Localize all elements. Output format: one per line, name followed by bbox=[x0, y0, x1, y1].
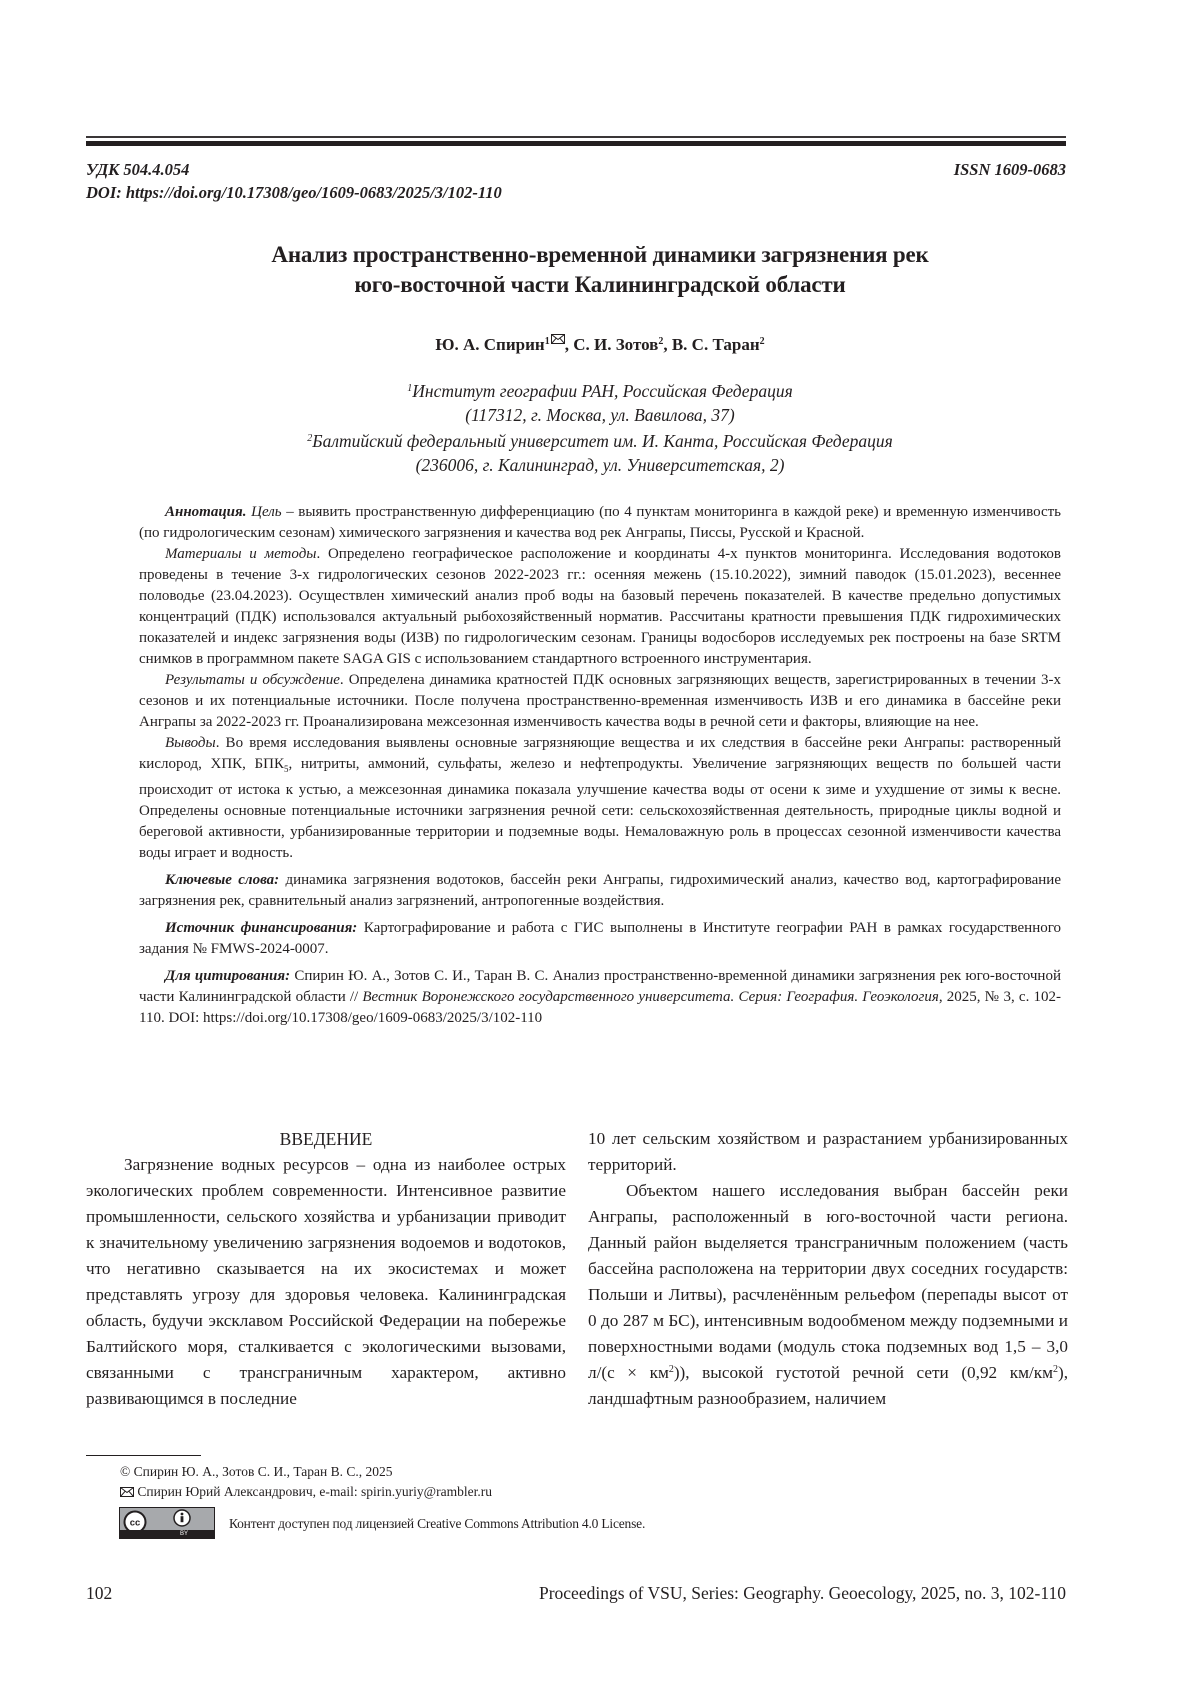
affiliation-sup: 2 bbox=[307, 433, 313, 444]
author-name: Ю. А. Спирин bbox=[435, 335, 545, 354]
affiliation-1-address: (117312, г. Москва, ул. Вавилова, 37) bbox=[465, 405, 735, 425]
methods-text: . Определено географическое расположение и координаты 4-х пунктов мониторинга. Исследования водотоков проведены в течение 3-х гидрологических сезонов 2022-2023 гг.: осенняя межень (15.10.2022), зимний паводок (15.01.2023), весеннее половодье (23.04.2023). Осуществлен химический анализ проб воды на базовый перечень показателей. В качестве предельно допустимых концентраций (ПДК) использовался актуальный рыбохозяйственный норматив. Рассчитаны кратности превышения ПДК гидрохимических показателей и индекс загрязнения воды (ИЗВ) по гидрологическим сезонам. Границы водосборов исследуемых рек построены на базе SRTM снимков в программном пакете SAGA GIS с использованием стандартного встроенного инструментария. bbox=[139, 546, 1061, 667]
author-name: В. С. Таран bbox=[671, 335, 760, 354]
paragraph-text: ), ландшафтным разнообразием, наличием bbox=[588, 1363, 1068, 1408]
abstract-methods bbox=[139, 544, 1061, 670]
envelope-icon bbox=[551, 334, 565, 344]
keywords-text: динамика загрязнения водотоков, бассейн реки Анграпы, гидрохимический анализ, качество вод, картографирование загрязнения рек, сравнительный анализ загрязнений, антропогенные воздействия. bbox=[139, 872, 1061, 909]
affiliation-2 bbox=[100, 427, 1100, 453]
goal-label: Цель bbox=[251, 504, 282, 520]
abstract-goal bbox=[139, 502, 1061, 544]
affiliation-name: Балтийский федеральный университет им. И. Канта, Российская Федерация bbox=[312, 431, 893, 451]
results-text: . Определена динамика кратностей ПДК основных загрязняющих веществ, зарегистрированных в течении 3-х сезонов и их потенциальные источники. После получена пространственно-временная изменчивость ИЗВ и его динамика в бассейне реки Анграпы за 2022-2023 гг. Проанализирована межсезонная изменчивость качества воды в речной сети и факторы, влияющие на нее. bbox=[139, 672, 1061, 730]
body-paragraph: 10 лет сельским хозяйством и разрастанием урбанизированных территорий. bbox=[588, 1129, 1068, 1174]
doi-link[interactable]: DOI: https://doi.org/10.17308/geo/1609-0683/2025/3/102-110 bbox=[86, 183, 502, 202]
paragraph-text: Объектом нашего исследования выбран бассейн реки Анграпы, расположенный в юго-восточной части региона. Данный район выделяется трансграничным положением (часть бассейна расположена на территории двух соседних государств: Польши и Литвы), расчленённым рельефом (перепады высот от 0 до 287 м БС), интенсивным водообменом между подземными и поверхностными водами (модуль стока подземных вод 1,5 – 3,0 л/(с × км bbox=[588, 1181, 1068, 1382]
conclusions-text-cont: , нитриты, аммоний, сульфаты, железо и нефтепродукты. Увеличение загрязняющих веществ по большей части происходит от истока к устью, а межсезонная динамика показала улучшение качества воды от осени к зиме и ухудшение от зимы к весне. Определены основные потенциальные источники загрязнения речной сети: сельскохозяйственная деятельность, природные циклы водной и береговой активности, урбанизированные территории и подземные воды. Немаловажную роль в процессах сезонной изменчивости качества воды играет и водность. bbox=[139, 756, 1061, 861]
citation-text-tail: , 2025, № 3, с. 102-110. DOI: https://doi.org/10.17308/geo/1609-0683/2025/3/102-110 bbox=[139, 989, 1061, 1026]
affiliations bbox=[100, 377, 1100, 477]
goal-text: – выявить пространственную дифференциацию (по 4 пунктам мониторинга в каждой реке) и временную изменчивость (по гидрологическим сезонам) химического загрязнения и качества вод рек Анграпы, Писсы, Русской и Красной. bbox=[139, 504, 1061, 541]
contact-text: Спирин Юрий Александрович, e-mail: spirin.yuriy@rambler.ru bbox=[134, 1484, 492, 1499]
abstract-block bbox=[139, 502, 1061, 1029]
author-affil-sup: 2 bbox=[658, 336, 664, 347]
header-rule-thin bbox=[86, 136, 1066, 138]
body-column-left bbox=[86, 1126, 566, 1412]
body-column-right bbox=[588, 1126, 1068, 1412]
license-note: Контент доступен под лицензией Creative Commons Attribution 4.0 License. bbox=[229, 1516, 646, 1531]
superscript: 2 bbox=[668, 1364, 674, 1375]
funding-label: Источник финансирования: bbox=[165, 920, 358, 936]
abstract-results bbox=[139, 670, 1061, 733]
contact-note bbox=[120, 1482, 492, 1502]
abstract-conclusions bbox=[139, 733, 1061, 864]
affiliation-2-address: (236006, г. Калининград, ул. Университетская, 2) bbox=[415, 455, 785, 475]
cc-badge-by: BY bbox=[180, 1531, 189, 1537]
superscript: 2 bbox=[1052, 1364, 1058, 1375]
cc-badge-bar bbox=[120, 1530, 214, 1538]
affiliation-name: Институт географии РАН, Российская Федерация bbox=[412, 381, 793, 401]
citation-text: Спирин Ю. А., Зотов С. И., Таран В. С. Анализ пространственно-временной динамики загрязнения рек юго-восточной части Калининградской области // bbox=[139, 968, 1061, 1005]
attribution-icon bbox=[173, 1509, 191, 1527]
body-paragraph bbox=[588, 1178, 1068, 1412]
footnote-rule bbox=[86, 1455, 201, 1456]
keywords-label: Ключевые слова: bbox=[165, 872, 280, 888]
author-list bbox=[100, 331, 1100, 356]
header-rule-thick bbox=[86, 141, 1066, 146]
paragraph-text: )), высокой густотой речной сети (0,92 км/км bbox=[673, 1363, 1053, 1382]
results-label: Результаты и обсуждение bbox=[165, 672, 340, 688]
abstract-label: Аннотация. bbox=[165, 504, 247, 520]
funding bbox=[139, 918, 1061, 960]
bpk-subscript: 5 bbox=[284, 764, 289, 774]
svg-text:cc: cc bbox=[129, 1517, 141, 1529]
issn: ISSN 1609-0683 bbox=[953, 160, 1066, 179]
envelope-icon bbox=[120, 1487, 134, 1497]
author-name: С. И. Зотов bbox=[573, 335, 659, 354]
cc-by-license-badge[interactable] bbox=[119, 1507, 215, 1539]
author-affil-sup: 1 bbox=[544, 336, 550, 347]
running-footer-journal: Proceedings of VSU, Series: Geography. Geoecology, 2025, no. 3, 102-110 bbox=[538, 1583, 1066, 1603]
author-separator: , bbox=[663, 335, 672, 354]
keywords bbox=[139, 870, 1061, 912]
title-line-2: юго-восточной части Калининградской области bbox=[354, 272, 846, 297]
conclusions-label: Выводы bbox=[165, 735, 216, 751]
author-affil-sup: 2 bbox=[759, 336, 765, 347]
article-title bbox=[100, 240, 1100, 300]
section-heading-introduction: ВВЕДЕНИЕ bbox=[279, 1129, 373, 1149]
author-separator: , bbox=[564, 335, 574, 354]
citation-journal: Вестник Воронежского государственного университета. Серия: География. Геоэкология bbox=[362, 989, 939, 1005]
citation bbox=[139, 966, 1061, 1029]
udk-code: УДК 504.4.054 bbox=[86, 160, 190, 179]
body-paragraph: Загрязнение водных ресурсов – одна из наиболее острых экологических проблем современности. Интенсивное развитие промышленности, сельского хозяйства и урбанизации приводит к значительному увеличению загрязнения водоемов и водотоков, что негативно сказывается на их экосистемах и может представлять угрозу для здоровья человека. Калининградская область, будучи эксклавом Российской Федерации на побережье Балтийского моря, сталкивается с экологическими вызовами, связанными с трансграничным характером, активно развивающимся в последние bbox=[86, 1155, 566, 1408]
affiliation-1 bbox=[100, 377, 1100, 403]
copyright-note: © Спирин Ю. А., Зотов С. И., Таран В. С., 2025 bbox=[120, 1464, 393, 1479]
page-number: 102 bbox=[86, 1583, 113, 1603]
methods-label: Материалы и методы bbox=[165, 546, 317, 562]
citation-label: Для цитирования: bbox=[165, 968, 291, 984]
title-line-1: Анализ пространственно-временной динамики загрязнения рек bbox=[271, 242, 929, 267]
funding-text: Картографирование и работа с ГИС выполнены в Институте географии РАН в рамках государственного задания № FMWS-2024-0007. bbox=[139, 920, 1061, 957]
conclusions-text: . Во время исследования выявлены основные загрязняющие вещества и их следствия в бассейне реки Анграпы: растворенный кислород, ХПК, БПК bbox=[139, 735, 1061, 772]
affiliation-sup: 1 bbox=[407, 383, 413, 394]
